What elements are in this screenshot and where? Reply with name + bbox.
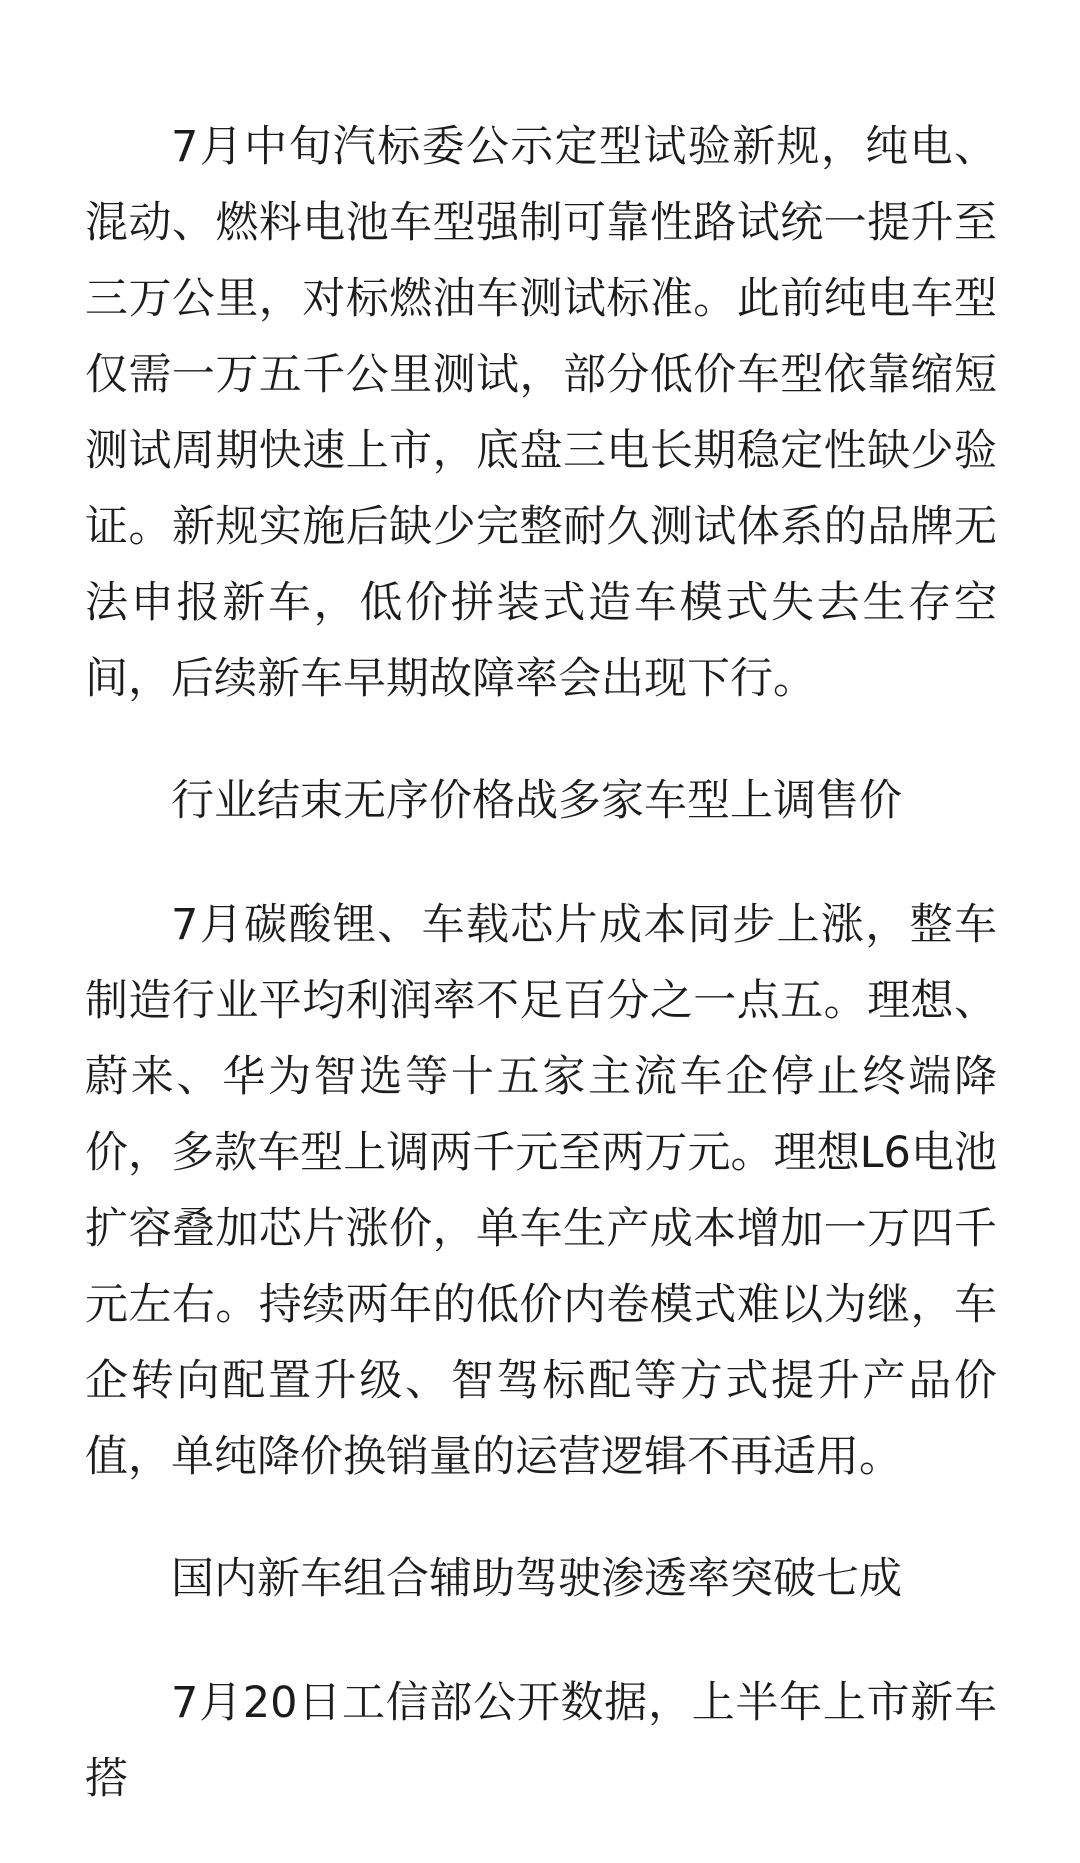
section-heading-assisted-driving: 国内新车组合辅助驾驶渗透率突破七成 [171, 1554, 902, 1604]
article-body [85, 109, 997, 1863]
paragraph-miit-data: 7月20日工信部公开数据，上半年上市新车搭 [85, 1678, 997, 1804]
section-heading-price-war: 行业结束无序价格战多家车型上调售价 [171, 776, 902, 826]
paragraph-type-approval-rules: 7月中旬汽标委公示定型试验新规，纯电、混动、燃料电池车型强制可靠性路试统一提升至三万公里，对标燃油车测试标准。此前纯电车型仅需一万五千公里测试，部分低价车型依靠缩短测试周期快速上市，底盘三电长期稳定性缺少验证。新规实施后缺少完整耐久测试体系的品牌无法申报新车，低价拼装式造车模式失去生存空间，后续新车早期故障率会出现下行。 [85, 122, 997, 704]
paragraph-price-increases: 7月碳酸锂、车载芯片成本同步上涨，整车制造行业平均利润率不足百分之一点五。理想、蔚来、华为智选等十五家主流车企停止终端降价，多款车型上调两千元至两万元。理想L6电池扩容叠加芯片涨价，单车生产成本增加一万四千元左右。持续两年的低价内卷模式难以为继，车企转向配置升级、智驾标配等方式提升产品价值，单纯降价换销量的运营逻辑不再适用。 [85, 900, 997, 1482]
